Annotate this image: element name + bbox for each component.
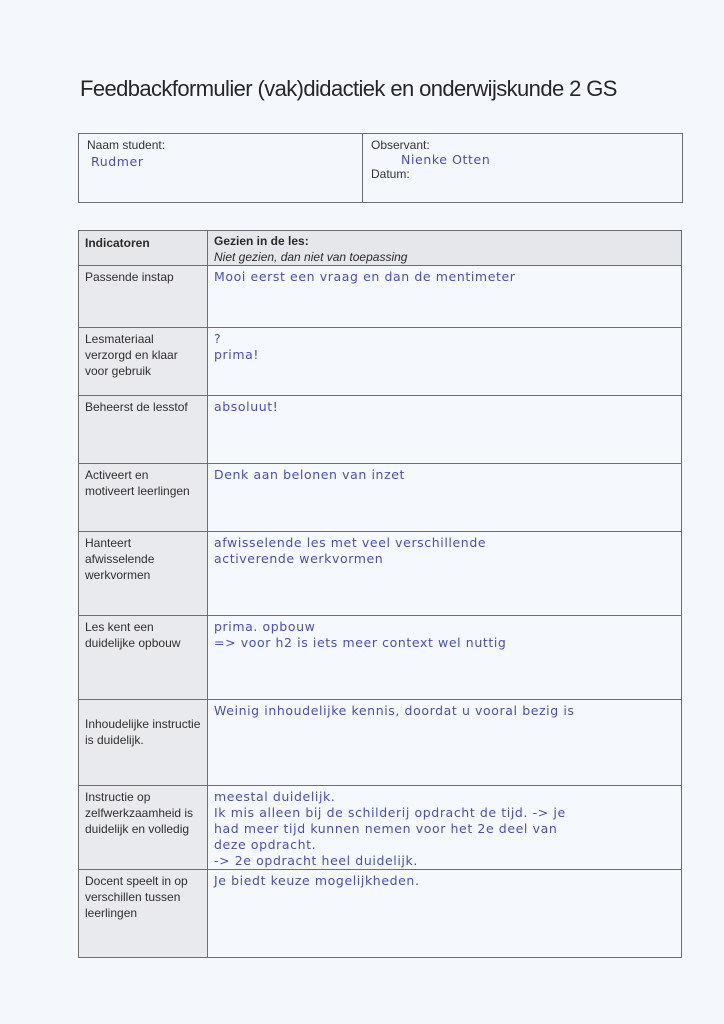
table-row <box>79 700 682 786</box>
header-observed <box>208 231 682 266</box>
handwritten-note: prima! <box>214 347 259 362</box>
handwritten-note: Denk aan belonen van inzet <box>214 467 406 482</box>
handwritten-note: meestal duidelijk. <box>214 789 336 804</box>
handwritten-note: prima. opbouw <box>214 619 316 634</box>
handwritten-note: => voor h2 is iets meer context wel nuttig <box>214 635 507 650</box>
student-value: Rudmer <box>91 154 144 169</box>
student-cell <box>79 134 363 202</box>
header-observed-subtitle: Niet gezien, dan niet van toepassing <box>214 250 408 264</box>
student-info-box <box>78 133 683 203</box>
table-row <box>79 396 682 464</box>
observation-cell <box>208 786 682 870</box>
indicator-cell: Lesmateriaal verzorgd en klaar voor gebruik <box>79 328 208 396</box>
handwritten-note: deze opdracht. <box>214 837 317 852</box>
indicator-cell: Docent speelt in op verschillen tussen leerlingen <box>79 870 208 958</box>
table-row <box>79 464 682 532</box>
handwritten-note: Ik mis alleen bij de schilderij opdracht de tijd. -> je <box>214 805 566 820</box>
date-label: Datum: <box>371 167 410 181</box>
handwritten-note: -> 2e opdracht heel duidelijk. <box>214 853 418 868</box>
observation-cell <box>208 266 682 328</box>
indicator-cell: Hanteert afwisselende werkvormen <box>79 532 208 616</box>
observation-cell <box>208 870 682 958</box>
indicator-cell: Inhoudelijke instructie is duidelijk. <box>79 700 208 786</box>
observer-label: Observant: <box>371 138 430 152</box>
handwritten-note: Mooi eerst een vraag en dan de mentimeter <box>214 269 516 284</box>
handwritten-note: Weinig inhoudelijke kennis, doordat u vooral bezig is <box>214 703 575 718</box>
observation-cell <box>208 616 682 700</box>
handwritten-note: absoluut! <box>214 399 279 414</box>
table-row <box>79 532 682 616</box>
handwritten-note: ? <box>214 331 222 346</box>
feedback-table <box>78 230 682 958</box>
indicator-cell: Beheerst de lesstof <box>79 396 208 464</box>
handwritten-note: activerende werkvormen <box>214 551 384 566</box>
table-row <box>79 616 682 700</box>
indicator-cell: Instructie op zelfwerkzaamheid is duidelijk en volledig <box>79 786 208 870</box>
table-row <box>79 266 682 328</box>
observation-cell <box>208 396 682 464</box>
observer-value: Nienke Otten <box>401 152 491 167</box>
handwritten-note: Je biedt keuze mogelijkheden. <box>214 873 420 888</box>
handwritten-note: afwisselende les met veel verschillende <box>214 535 487 550</box>
observation-cell <box>208 464 682 532</box>
table-header <box>79 231 682 266</box>
student-label: Naam student: <box>87 138 166 152</box>
observer-cell <box>363 134 682 202</box>
observation-cell <box>208 700 682 786</box>
handwritten-note: had meer tijd kunnen nemen voor het 2e deel van <box>214 821 558 836</box>
table-row <box>79 870 682 958</box>
header-observed-title: Gezien in de les: <box>214 234 309 248</box>
indicator-cell: Les kent een duidelijke opbouw <box>79 616 208 700</box>
table-row <box>79 328 682 396</box>
table-row <box>79 786 682 870</box>
observation-cell <box>208 532 682 616</box>
indicator-cell: Passende instap <box>79 266 208 328</box>
indicator-cell: Activeert en motiveert leerlingen <box>79 464 208 532</box>
header-indicators: Indicatoren <box>79 231 208 266</box>
form-title: Feedbackformulier (vak)didactiek en onderwijskunde 2 GS <box>80 76 617 101</box>
observation-cell <box>208 328 682 396</box>
